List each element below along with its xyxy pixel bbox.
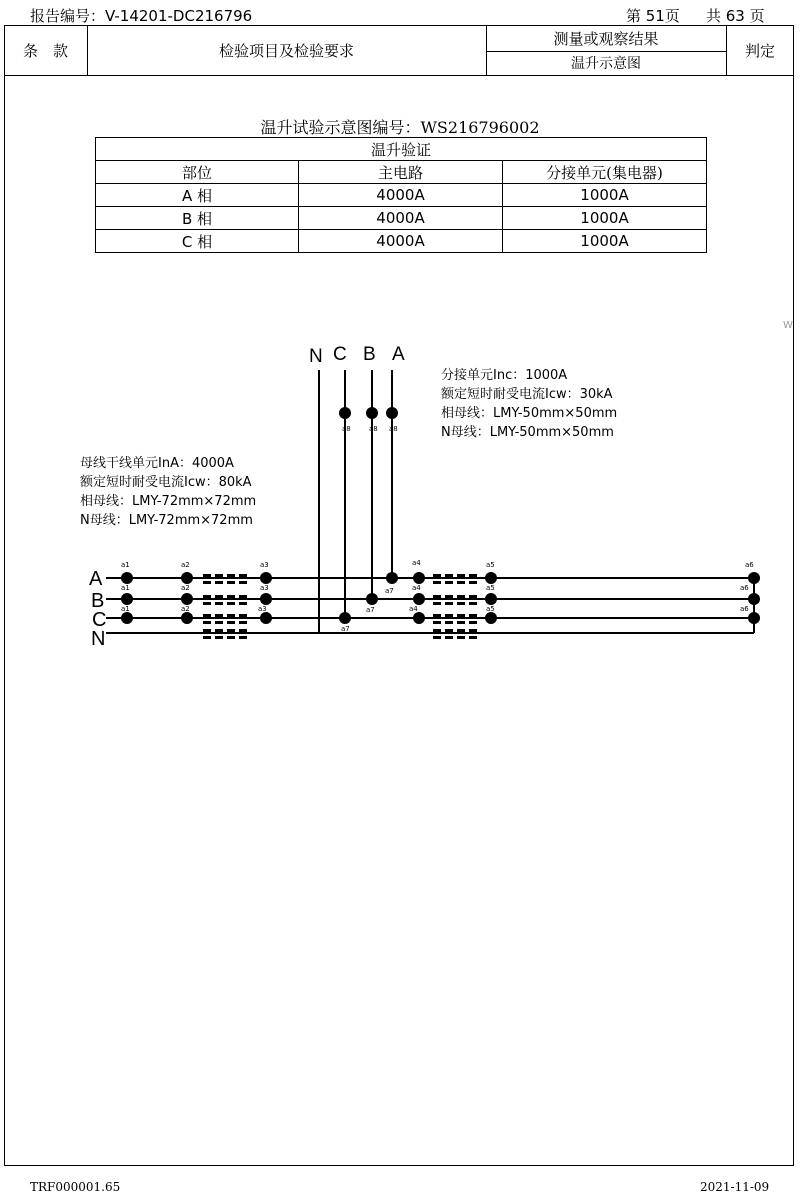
tap-spec-line: N母线：LMY-50mm×50mm bbox=[441, 425, 614, 440]
report-number: 报告编号：V-14201-DC216796 bbox=[30, 7, 253, 25]
point-label: a5 bbox=[486, 561, 495, 569]
phase-label-b: B bbox=[91, 590, 105, 612]
column-header: 分接单元(集电器) bbox=[503, 161, 707, 184]
point-label: a2 bbox=[181, 561, 190, 569]
measure-point bbox=[366, 407, 378, 419]
form-code: TRF000001.65 bbox=[30, 1180, 121, 1194]
measure-point bbox=[121, 612, 133, 624]
measure-point bbox=[413, 572, 425, 584]
joint-marker-left bbox=[203, 574, 247, 639]
bus-spec-line: 相母线：LMY-72mm×72mm bbox=[80, 494, 257, 509]
measure-point bbox=[413, 593, 425, 605]
measure-point bbox=[485, 612, 497, 624]
measure-point bbox=[260, 572, 272, 584]
header-result: 测量或观察结果 bbox=[553, 29, 659, 48]
point-label: a2 bbox=[181, 605, 190, 613]
table-cell: B 相 bbox=[96, 207, 299, 230]
tap-label-a: A bbox=[392, 344, 405, 365]
measure-point bbox=[485, 593, 497, 605]
table-cell: 1000A bbox=[503, 184, 707, 207]
point-label: a8 bbox=[369, 425, 378, 433]
point-label: a5 bbox=[486, 605, 495, 613]
header-result-sub: 温升示意图 bbox=[571, 56, 641, 72]
footer-date: 2021-11-09 bbox=[700, 1180, 770, 1194]
point-label: a7 bbox=[341, 625, 350, 633]
table-cell: 4000A bbox=[299, 207, 503, 230]
point-label: a6 bbox=[745, 561, 754, 569]
table-cell: 4000A bbox=[299, 184, 503, 207]
table-cell: 4000A bbox=[299, 230, 503, 253]
measure-point bbox=[260, 593, 272, 605]
tap-spec-line: 分接单元Inc：1000A bbox=[441, 368, 568, 383]
point-label: a4 bbox=[409, 605, 418, 613]
tap-label-c: C bbox=[333, 344, 347, 365]
point-label: a4 bbox=[412, 559, 421, 567]
diagram-number-title: 温升试验示意图编号：WS216796002 bbox=[260, 118, 540, 137]
joint-marker-right bbox=[433, 574, 477, 639]
header-verdict: 判定 bbox=[744, 41, 775, 60]
measure-point bbox=[181, 612, 193, 624]
point-label: a2 bbox=[181, 584, 190, 592]
measure-point bbox=[748, 572, 760, 584]
column-header: 部位 bbox=[96, 161, 299, 184]
measure-point bbox=[181, 593, 193, 605]
tap-label-n: N bbox=[309, 346, 323, 367]
measure-point bbox=[386, 407, 398, 419]
measure-point bbox=[121, 572, 133, 584]
tap-spec-line: 额定短时耐受电流Icw：30kA bbox=[441, 387, 613, 402]
point-label: a3 bbox=[258, 605, 267, 613]
measure-point bbox=[339, 612, 351, 624]
phase-label-c: C bbox=[92, 609, 107, 631]
measure-point bbox=[339, 407, 351, 419]
point-label: a8 bbox=[342, 425, 351, 433]
measure-point bbox=[413, 612, 425, 624]
tap-spec-line: 相母线：LMY-50mm×50mm bbox=[441, 406, 618, 421]
table-cell: C 相 bbox=[96, 230, 299, 253]
bus-spec-line: 额定短时耐受电流Icw：80kA bbox=[80, 475, 252, 490]
bus-spec-line: N母线：LMY-72mm×72mm bbox=[80, 513, 253, 528]
measure-point bbox=[366, 593, 378, 605]
point-label: a1 bbox=[121, 584, 130, 592]
point-label: a1 bbox=[121, 561, 130, 569]
side-mark: W bbox=[783, 320, 793, 331]
bus-spec-line: 母线干线单元InA：4000A bbox=[80, 456, 234, 471]
point-label: a4 bbox=[412, 584, 421, 592]
phase-label-a: A bbox=[89, 568, 103, 590]
measure-point bbox=[260, 612, 272, 624]
measure-point bbox=[121, 593, 133, 605]
point-label: a6 bbox=[740, 584, 749, 592]
point-label: a5 bbox=[486, 584, 495, 592]
measure-point bbox=[181, 572, 193, 584]
page-total: 共 63 页 bbox=[706, 7, 765, 25]
table-title: 温升验证 bbox=[96, 138, 707, 161]
measure-point bbox=[748, 612, 760, 624]
column-header: 主电路 bbox=[299, 161, 503, 184]
header-item: 检验项目及检验要求 bbox=[218, 41, 354, 60]
point-label: a7 bbox=[385, 587, 394, 595]
header-clause: 条 款 bbox=[22, 41, 68, 60]
point-label: a8 bbox=[389, 425, 398, 433]
point-label: a1 bbox=[121, 605, 130, 613]
phase-label-n: N bbox=[91, 628, 106, 650]
measure-point bbox=[485, 572, 497, 584]
point-label: a6 bbox=[740, 605, 749, 613]
table-cell: A 相 bbox=[96, 184, 299, 207]
page-number: 第 51页 bbox=[626, 7, 680, 25]
tap-label-b: B bbox=[363, 344, 376, 365]
table-cell: 1000A bbox=[503, 207, 707, 230]
measure-point bbox=[386, 572, 398, 584]
point-label: a3 bbox=[260, 561, 269, 569]
measure-point bbox=[748, 593, 760, 605]
point-label: a7 bbox=[366, 606, 375, 614]
table-cell: 1000A bbox=[503, 230, 707, 253]
point-label: a3 bbox=[260, 584, 269, 592]
